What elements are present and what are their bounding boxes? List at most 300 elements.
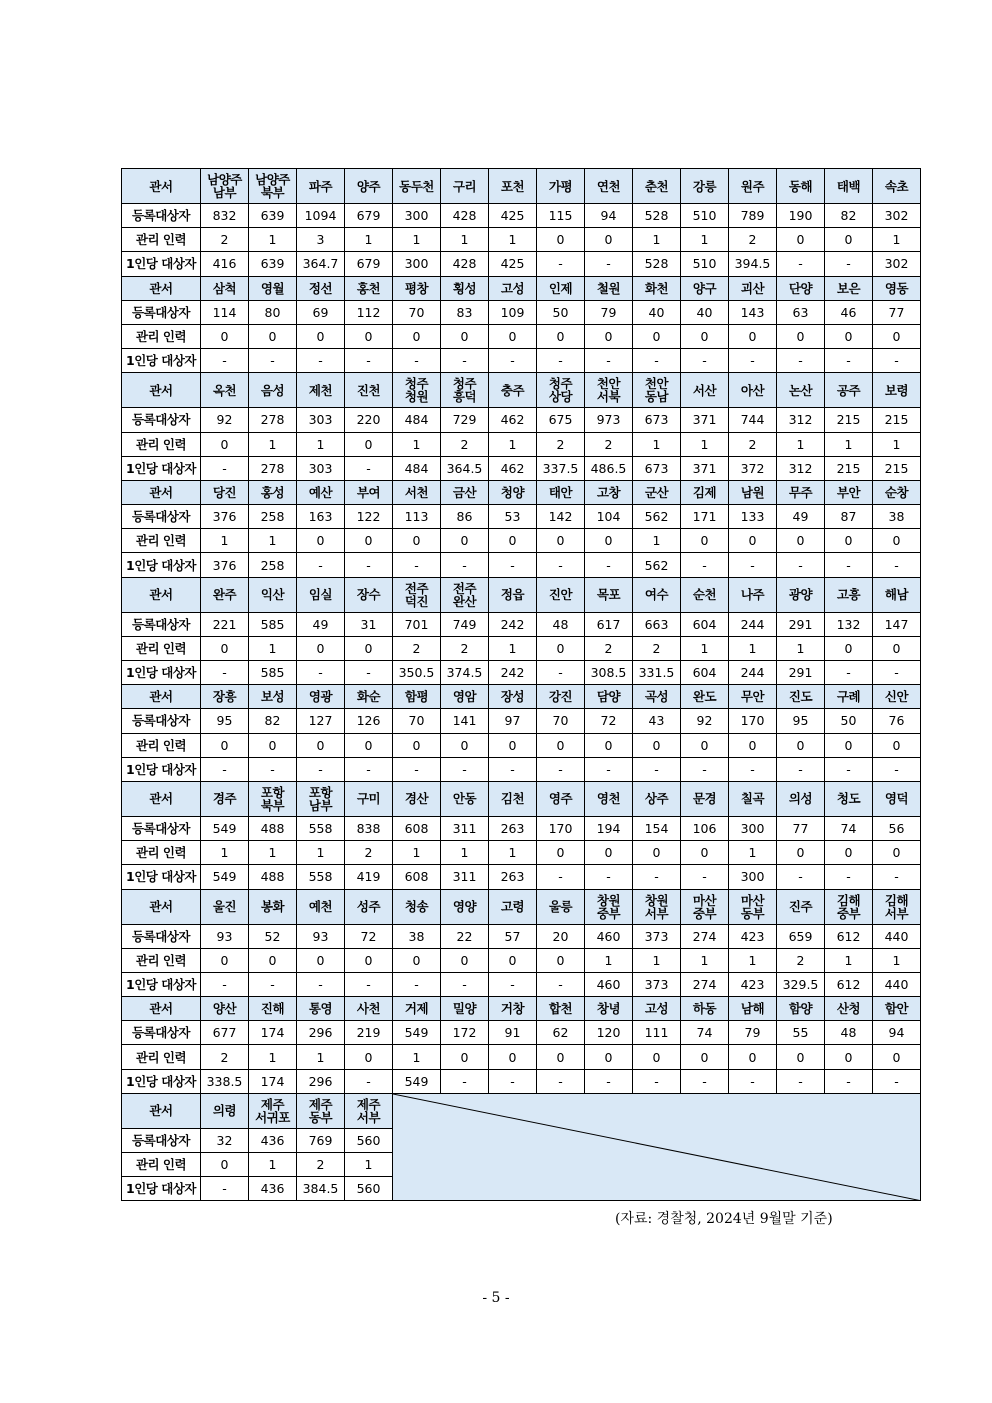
office-name bbox=[297, 889, 345, 924]
cell-registered: 126 bbox=[345, 709, 393, 733]
row-registered bbox=[122, 1021, 921, 1045]
office-name-line: 영월 bbox=[260, 280, 285, 296]
empty-diagonal-cell bbox=[393, 1093, 921, 1201]
cell-registered: 701 bbox=[393, 612, 441, 636]
cell-per_person: 274 bbox=[681, 972, 729, 996]
cell-staff: 2 bbox=[729, 228, 777, 252]
cell-registered: 215 bbox=[825, 408, 873, 432]
office-name bbox=[297, 1093, 345, 1128]
office-name-line: 청주 bbox=[452, 376, 477, 392]
office-name-line: 남부 bbox=[212, 185, 237, 200]
cell-staff: 0 bbox=[777, 228, 825, 252]
cell-per_person: - bbox=[585, 553, 633, 577]
row-staff bbox=[122, 948, 921, 972]
cell-staff: 0 bbox=[825, 529, 873, 553]
office-name-line: 흥덕 bbox=[452, 389, 477, 405]
row-office bbox=[122, 480, 921, 504]
cell-registered: 72 bbox=[585, 709, 633, 733]
cell-registered: 74 bbox=[825, 816, 873, 840]
office-name-line: 통영 bbox=[308, 1001, 333, 1017]
row-registered bbox=[122, 204, 921, 228]
office-name-line: 양구 bbox=[692, 280, 717, 296]
cell-staff: 0 bbox=[729, 324, 777, 348]
cell-registered: 93 bbox=[297, 924, 345, 948]
cell-per_person: - bbox=[201, 456, 249, 480]
office-name bbox=[297, 781, 345, 816]
office-name-line: 완도 bbox=[692, 689, 717, 705]
cell-staff: 2 bbox=[297, 1153, 345, 1177]
office-name-line: 양산 bbox=[212, 1001, 237, 1017]
cell-staff: 1 bbox=[297, 1045, 345, 1069]
cell-staff: 0 bbox=[537, 841, 585, 865]
row-label: 등록대상자 bbox=[122, 924, 201, 948]
cell-registered: 462 bbox=[489, 408, 537, 432]
cell-staff: 0 bbox=[201, 1153, 249, 1177]
office-name bbox=[729, 577, 777, 612]
cell-per_person: 374.5 bbox=[441, 661, 489, 685]
office-name bbox=[249, 889, 297, 924]
office-name-line: 완산 bbox=[452, 593, 477, 609]
cell-registered: 79 bbox=[585, 300, 633, 324]
office-name bbox=[537, 480, 585, 504]
office-name bbox=[777, 480, 825, 504]
office-name-line: 단양 bbox=[788, 280, 813, 296]
cell-staff: 0 bbox=[249, 733, 297, 757]
cell-per_person: - bbox=[297, 972, 345, 996]
cell-staff: 0 bbox=[825, 733, 873, 757]
cell-per_person: 440 bbox=[873, 972, 921, 996]
cell-per_person: - bbox=[585, 757, 633, 781]
office-name-line: 영주 bbox=[548, 791, 573, 807]
office-name bbox=[681, 373, 729, 408]
cell-per_person: - bbox=[537, 252, 585, 276]
office-name-line: 제주 bbox=[308, 1096, 333, 1112]
row-registered bbox=[122, 816, 921, 840]
office-name-line: 속초 bbox=[884, 178, 909, 194]
cell-staff: 2 bbox=[393, 636, 441, 660]
row-per_person bbox=[122, 661, 921, 685]
office-name bbox=[441, 276, 489, 300]
cell-registered: 69 bbox=[297, 300, 345, 324]
office-name bbox=[489, 480, 537, 504]
cell-staff: 0 bbox=[489, 733, 537, 757]
office-name bbox=[825, 997, 873, 1021]
office-name bbox=[777, 169, 825, 204]
cell-staff: 1 bbox=[489, 636, 537, 660]
office-name-line: 밀양 bbox=[452, 1001, 477, 1017]
office-name bbox=[585, 276, 633, 300]
cell-registered: 48 bbox=[825, 1021, 873, 1045]
cell-staff: 0 bbox=[585, 1045, 633, 1069]
cell-per_person: - bbox=[585, 252, 633, 276]
cell-staff: 0 bbox=[681, 733, 729, 757]
office-name-line: 임실 bbox=[308, 587, 333, 603]
cell-registered: 244 bbox=[729, 612, 777, 636]
cell-registered: 82 bbox=[249, 709, 297, 733]
office-name-line: 예천 bbox=[308, 899, 333, 914]
cell-per_person: 329.5 bbox=[777, 972, 825, 996]
cell-per_person: 419 bbox=[345, 865, 393, 889]
cell-registered: 274 bbox=[681, 924, 729, 948]
cell-registered: 832 bbox=[201, 204, 249, 228]
office-name-line: 청양 bbox=[500, 484, 525, 500]
office-name bbox=[345, 276, 393, 300]
cell-registered: 70 bbox=[393, 300, 441, 324]
office-name bbox=[537, 169, 585, 204]
office-name-line: 울진 bbox=[212, 899, 237, 914]
office-name bbox=[201, 577, 249, 612]
office-name bbox=[345, 1093, 393, 1128]
office-name bbox=[297, 997, 345, 1021]
office-name bbox=[537, 781, 585, 816]
office-name bbox=[201, 276, 249, 300]
row-office bbox=[122, 169, 921, 204]
office-name-line: 여수 bbox=[644, 587, 669, 603]
cell-registered: 558 bbox=[297, 816, 345, 840]
office-name bbox=[201, 685, 249, 709]
cell-per_person: 372 bbox=[729, 456, 777, 480]
cell-registered: 373 bbox=[633, 924, 681, 948]
cell-registered: 132 bbox=[825, 612, 873, 636]
cell-per_person: - bbox=[873, 865, 921, 889]
office-name bbox=[393, 577, 441, 612]
office-name-line: 성주 bbox=[356, 899, 381, 914]
cell-per_person: 423 bbox=[729, 972, 777, 996]
office-name bbox=[345, 577, 393, 612]
office-name bbox=[345, 889, 393, 924]
cell-per_person: 612 bbox=[825, 972, 873, 996]
office-name bbox=[585, 997, 633, 1021]
row-label: 관리 인력 bbox=[122, 841, 201, 865]
office-name bbox=[777, 889, 825, 924]
cell-per_person: - bbox=[777, 349, 825, 373]
cell-per_person: 604 bbox=[681, 661, 729, 685]
cell-registered: 50 bbox=[825, 709, 873, 733]
office-name bbox=[441, 685, 489, 709]
cell-registered: 49 bbox=[777, 505, 825, 529]
cell-staff: 1 bbox=[873, 948, 921, 972]
office-name bbox=[249, 781, 297, 816]
office-name bbox=[345, 685, 393, 709]
cell-registered: 172 bbox=[441, 1021, 489, 1045]
office-name-line: 파주 bbox=[308, 178, 333, 194]
cell-registered: 43 bbox=[633, 709, 681, 733]
office-name-line: 무주 bbox=[788, 484, 813, 500]
cell-staff: 1 bbox=[249, 529, 297, 553]
cell-registered: 91 bbox=[489, 1021, 537, 1045]
cell-staff: 0 bbox=[489, 948, 537, 972]
office-name-line: 포항 bbox=[260, 784, 285, 800]
cell-per_person: - bbox=[393, 349, 441, 373]
cell-registered: 83 bbox=[441, 300, 489, 324]
office-name-line: 영천 bbox=[596, 791, 621, 807]
office-name-line: 산청 bbox=[836, 1001, 861, 1017]
cell-staff: 0 bbox=[585, 733, 633, 757]
row-label: 관리 인력 bbox=[122, 529, 201, 553]
cell-per_person: - bbox=[537, 349, 585, 373]
office-name bbox=[297, 480, 345, 504]
cell-per_person: - bbox=[825, 1069, 873, 1093]
office-name-line: 중부 bbox=[596, 905, 621, 921]
row-label: 관리 인력 bbox=[122, 228, 201, 252]
office-name-line: 화순 bbox=[356, 689, 381, 705]
cell-staff: 0 bbox=[345, 324, 393, 348]
office-name-line: 서부 bbox=[644, 905, 669, 921]
office-name-line: 상당 bbox=[548, 389, 573, 405]
cell-registered: 38 bbox=[873, 505, 921, 529]
cell-staff: 0 bbox=[729, 1045, 777, 1069]
cell-registered: 77 bbox=[777, 816, 825, 840]
cell-staff: 0 bbox=[441, 1045, 489, 1069]
office-name bbox=[825, 480, 873, 504]
cell-staff: 0 bbox=[345, 1045, 393, 1069]
office-name-line: 창원 bbox=[644, 892, 669, 908]
cell-registered: 127 bbox=[297, 709, 345, 733]
office-name-line: 해남 bbox=[884, 587, 909, 603]
cell-per_person: 371 bbox=[681, 456, 729, 480]
office-name-line: 전주 bbox=[404, 580, 429, 596]
row-label: 등록대상자 bbox=[122, 612, 201, 636]
cell-per_person: 639 bbox=[249, 252, 297, 276]
office-name bbox=[825, 373, 873, 408]
office-name-line: 진해 bbox=[260, 1001, 285, 1017]
cell-per_person: 364.5 bbox=[441, 456, 489, 480]
office-name bbox=[489, 276, 537, 300]
office-name-line: 서부 bbox=[356, 1109, 381, 1125]
office-name-line: 중부 bbox=[692, 905, 717, 921]
office-name-line: 곡성 bbox=[644, 689, 669, 705]
cell-registered: 120 bbox=[585, 1021, 633, 1045]
office-name bbox=[201, 1093, 249, 1128]
office-name bbox=[825, 276, 873, 300]
office-name bbox=[201, 781, 249, 816]
office-name bbox=[585, 373, 633, 408]
cell-registered: 300 bbox=[393, 204, 441, 228]
cell-registered: 484 bbox=[393, 408, 441, 432]
cell-registered: 74 bbox=[681, 1021, 729, 1045]
office-name-line: 포항 bbox=[308, 784, 333, 800]
cell-staff: 1 bbox=[777, 636, 825, 660]
cell-staff: 1 bbox=[297, 841, 345, 865]
cell-registered: 87 bbox=[825, 505, 873, 529]
row-label: 1인당 대상자 bbox=[122, 1177, 201, 1201]
office-name-line: 동부 bbox=[308, 1109, 333, 1125]
office-name bbox=[393, 997, 441, 1021]
office-name bbox=[681, 169, 729, 204]
cell-staff: 2 bbox=[633, 636, 681, 660]
office-name bbox=[393, 781, 441, 816]
cell-staff: 0 bbox=[345, 432, 393, 456]
row-staff bbox=[122, 733, 921, 757]
cell-registered: 115 bbox=[537, 204, 585, 228]
office-name-line: 정선 bbox=[308, 280, 333, 296]
office-name-line: 청원 bbox=[404, 389, 429, 405]
cell-per_person: 558 bbox=[297, 865, 345, 889]
cell-per_person: - bbox=[441, 349, 489, 373]
office-name bbox=[633, 781, 681, 816]
cell-staff: 2 bbox=[201, 228, 249, 252]
cell-staff: 2 bbox=[441, 636, 489, 660]
row-per_person bbox=[122, 252, 921, 276]
cell-staff: 2 bbox=[585, 636, 633, 660]
office-name-line: 아산 bbox=[740, 382, 765, 398]
office-name bbox=[585, 781, 633, 816]
cell-per_person: - bbox=[777, 252, 825, 276]
cell-registered: 53 bbox=[489, 505, 537, 529]
office-name-line: 신안 bbox=[884, 689, 909, 705]
cell-registered: 549 bbox=[393, 1021, 441, 1045]
office-name-line: 삼척 bbox=[212, 280, 237, 296]
cell-registered: 769 bbox=[297, 1128, 345, 1152]
cell-registered: 55 bbox=[777, 1021, 825, 1045]
cell-registered: 143 bbox=[729, 300, 777, 324]
cell-per_person: - bbox=[441, 1069, 489, 1093]
row-label: 관서 bbox=[122, 480, 201, 504]
row-label: 관리 인력 bbox=[122, 636, 201, 660]
office-name-line: 담양 bbox=[596, 689, 621, 705]
row-staff bbox=[122, 432, 921, 456]
office-name-line: 남부 bbox=[308, 797, 333, 813]
cell-registered: 106 bbox=[681, 816, 729, 840]
cell-registered: 111 bbox=[633, 1021, 681, 1045]
cell-staff: 0 bbox=[393, 948, 441, 972]
row-registered bbox=[122, 408, 921, 432]
office-name-line: 문경 bbox=[692, 791, 717, 807]
row-label: 등록대상자 bbox=[122, 709, 201, 733]
cell-staff: 0 bbox=[489, 529, 537, 553]
cell-registered: 585 bbox=[249, 612, 297, 636]
office-name bbox=[297, 577, 345, 612]
cell-staff: 0 bbox=[537, 733, 585, 757]
office-name bbox=[633, 169, 681, 204]
cell-per_person: - bbox=[441, 553, 489, 577]
cell-registered: 425 bbox=[489, 204, 537, 228]
office-name bbox=[729, 997, 777, 1021]
cell-per_person: - bbox=[249, 972, 297, 996]
row-per_person bbox=[122, 757, 921, 781]
office-name bbox=[537, 997, 585, 1021]
cell-staff: 1 bbox=[777, 432, 825, 456]
cell-per_person: - bbox=[585, 349, 633, 373]
cell-per_person: - bbox=[537, 757, 585, 781]
cell-registered: 104 bbox=[585, 505, 633, 529]
cell-staff: 1 bbox=[729, 636, 777, 660]
office-name bbox=[681, 889, 729, 924]
office-name-line: 동두천 bbox=[399, 178, 434, 194]
office-name bbox=[777, 685, 825, 709]
cell-per_person: - bbox=[777, 1069, 825, 1093]
cell-per_person: 300 bbox=[729, 865, 777, 889]
cell-registered: 20 bbox=[537, 924, 585, 948]
cell-staff: 0 bbox=[873, 324, 921, 348]
cell-registered: 70 bbox=[537, 709, 585, 733]
cell-staff: 0 bbox=[297, 324, 345, 348]
cell-per_person: - bbox=[489, 757, 537, 781]
office-name-line: 김천 bbox=[500, 791, 525, 807]
cell-staff: 0 bbox=[873, 1045, 921, 1069]
cell-per_person: 436 bbox=[249, 1177, 297, 1201]
office-name-line: 남양주 bbox=[255, 172, 290, 187]
row-label: 관서 bbox=[122, 577, 201, 612]
cell-registered: 171 bbox=[681, 505, 729, 529]
cell-per_person: - bbox=[825, 757, 873, 781]
row-label: 1인당 대상자 bbox=[122, 1069, 201, 1093]
row-label: 관서 bbox=[122, 997, 201, 1021]
office-name-line: 영광 bbox=[308, 689, 333, 705]
cell-staff: 1 bbox=[729, 948, 777, 972]
row-office bbox=[122, 781, 921, 816]
office-name-line: 강릉 bbox=[692, 178, 717, 194]
cell-registered: 510 bbox=[681, 204, 729, 228]
cell-staff: 0 bbox=[297, 948, 345, 972]
office-name bbox=[681, 685, 729, 709]
cell-per_person: 528 bbox=[633, 252, 681, 276]
cell-registered: 302 bbox=[873, 204, 921, 228]
cell-per_person: - bbox=[681, 349, 729, 373]
cell-registered: 147 bbox=[873, 612, 921, 636]
row-label: 1인당 대상자 bbox=[122, 972, 201, 996]
cell-staff: 1 bbox=[345, 1153, 393, 1177]
cell-registered: 174 bbox=[249, 1021, 297, 1045]
office-name bbox=[873, 480, 921, 504]
cell-per_person: - bbox=[201, 972, 249, 996]
cell-registered: 679 bbox=[345, 204, 393, 228]
row-label: 관리 인력 bbox=[122, 948, 201, 972]
cell-registered: 311 bbox=[441, 816, 489, 840]
cell-staff: 1 bbox=[681, 432, 729, 456]
cell-per_person: 364.7 bbox=[297, 252, 345, 276]
cell-per_person: 484 bbox=[393, 456, 441, 480]
office-name bbox=[873, 577, 921, 612]
cell-registered: 488 bbox=[249, 816, 297, 840]
row-registered bbox=[122, 505, 921, 529]
cell-registered: 32 bbox=[201, 1128, 249, 1152]
office-name bbox=[729, 276, 777, 300]
cell-per_person: - bbox=[585, 1069, 633, 1093]
office-name-line: 사천 bbox=[356, 1001, 381, 1017]
cell-staff: 1 bbox=[249, 1045, 297, 1069]
cell-staff: 0 bbox=[873, 733, 921, 757]
office-name-line: 보성 bbox=[260, 689, 285, 705]
cell-registered: 562 bbox=[633, 505, 681, 529]
office-name bbox=[585, 889, 633, 924]
office-name bbox=[537, 577, 585, 612]
row-staff bbox=[122, 1045, 921, 1069]
office-name-line: 북부 bbox=[260, 185, 285, 200]
cell-registered: 114 bbox=[201, 300, 249, 324]
row-label: 1인당 대상자 bbox=[122, 456, 201, 480]
cell-per_person: - bbox=[489, 972, 537, 996]
cell-per_person: 562 bbox=[633, 553, 681, 577]
cell-per_person: 384.5 bbox=[297, 1177, 345, 1201]
cell-registered: 1094 bbox=[297, 204, 345, 228]
cell-per_person: - bbox=[297, 757, 345, 781]
office-name-line: 제주 bbox=[356, 1096, 381, 1112]
cell-per_person: - bbox=[393, 972, 441, 996]
cell-staff: 0 bbox=[201, 948, 249, 972]
cell-per_person: - bbox=[777, 757, 825, 781]
cell-staff: 1 bbox=[393, 841, 441, 865]
cell-staff: 1 bbox=[681, 636, 729, 660]
cell-per_person: - bbox=[873, 661, 921, 685]
cell-per_person: - bbox=[537, 1069, 585, 1093]
office-name bbox=[489, 997, 537, 1021]
cell-registered: 49 bbox=[297, 612, 345, 636]
cell-per_person: 308.5 bbox=[585, 661, 633, 685]
row-registered bbox=[122, 924, 921, 948]
cell-staff: 0 bbox=[441, 324, 489, 348]
office-name bbox=[441, 889, 489, 924]
